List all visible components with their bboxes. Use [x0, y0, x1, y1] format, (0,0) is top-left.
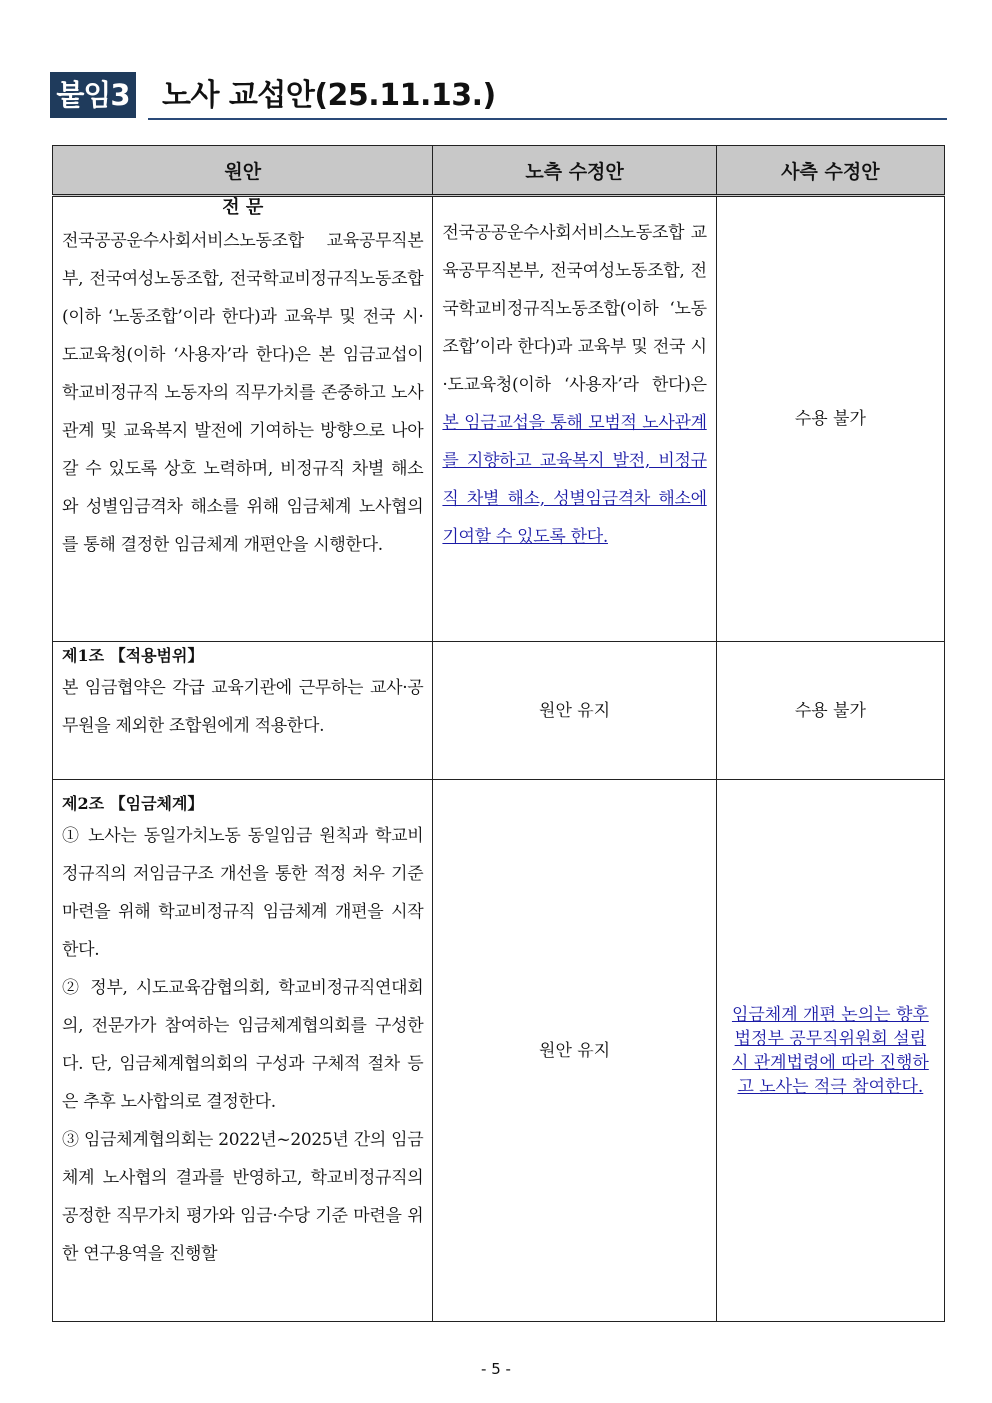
table-row-preamble	[53, 196, 945, 642]
table-header-row	[53, 146, 945, 196]
column-header-employer: 사측 수정안	[716, 146, 944, 196]
column-header-union: 노측 수정안	[433, 146, 716, 196]
cell-original-preamble	[53, 196, 433, 642]
cell-original-article-1	[53, 642, 433, 780]
article-2-paragraph-1: ① 노사는 동일가치노동 동일임금 원칙과 학교비정규직의 저임금구조 개선을 통한 적정 처우 기준 마련을 위해 학교비정규직 임금체계 개편을 시작한다.	[62, 826, 424, 960]
union-text-unchanged: 전국공공운수사회서비스노동조합 교육공무직본부, 전국여성노동조합, 전국학교비정규직노동조합(이하 ‘노동조합’이라 한다)과 교육부 및 전국 시·도교육청(이하 ‘사용자’라 한다)은	[442, 223, 707, 395]
cell-original-article-2	[53, 780, 433, 1322]
negotiation-table	[52, 145, 945, 1322]
union-text-amendment: 본 임금교섭을 통해 모범적 노사관계를 지향하고 교육복지 발전, 비정규직 차별 해소, 성별임금격차 해소에 기여할 수 있도록 한다.	[442, 413, 707, 547]
table-row-article-1	[53, 642, 945, 780]
cell-employer-preamble: 수용 불가	[716, 196, 944, 642]
cell-employer-article-1: 수용 불가	[716, 642, 944, 780]
table-row-article-2	[53, 780, 945, 1322]
article-2-paragraph-3: ③ 임금체계협의회는 2022년~2025년 간의 임금체계 노사협의 결과를 반영하고, 학교비정규직의 공정한 직무가치 평가와 임금·수당 기준 마련을 위한 연구용역을 진행할	[62, 1130, 424, 1264]
cell-employer-article-2	[716, 780, 944, 1322]
attachment-tag: 붙임3	[50, 72, 136, 118]
preamble-original-text: 전국공공운수사회서비스노동조합 교육공무직본부, 전국여성노동조합, 전국학교비정규직노동조합(이하 ‘노동조합’이라 한다)과 교육부 및 전국 시·도교육청(이하 ‘사용자’라 한다)은 본 임금교섭이 학교비정규직 노동자의 직무가치를 존중하고 노사관계 및 교육복지 발전에 기여하는 방향으로 나아갈 수 있도록 상호 노력하며, 비정규직 차별 해소와 성별임금격차 해소를 위해 임금체계 노사협의를 통해 결정한 임금체계 개편안을 시행한다.	[62, 231, 424, 555]
page-number: - 5 -	[481, 1360, 511, 1378]
document-header	[50, 72, 947, 120]
employer-amendment-text: 임금체계 개편 논의는 향후 법정부 공무직위원회 설립 시 관계법령에 따라 진행하고 노사는 적극 참여한다.	[731, 1004, 929, 1097]
article-2-paragraph-2: ② 정부, 시도교육감협의회, 학교비정규직연대회의, 전문가가 참여하는 임금체계협의회를 구성한다. 단, 임금체계협의회의 구성과 구체적 절차 등은 추후 노사합의로 결정한다.	[62, 978, 424, 1112]
article-2-original-text	[54, 817, 431, 1273]
column-header-original: 원안	[53, 146, 433, 196]
article-2-heading: 제2조 【임금체계】	[62, 794, 204, 813]
cell-union-article-1: 원안 유지	[433, 642, 716, 780]
article-1-original-text: 본 임금협약은 각급 교육기관에 근무하는 교사·공무원을 제외한 조합원에게 적용한다.	[62, 678, 424, 736]
cell-union-preamble	[433, 196, 716, 642]
title-underline	[148, 118, 947, 120]
preamble-heading: 전 문	[222, 197, 264, 218]
page-title: 노사 교섭안(25.11.13.)	[162, 78, 496, 113]
cell-union-article-2: 원안 유지	[433, 780, 716, 1322]
article-1-heading: 제1조 【적용범위】	[62, 646, 204, 665]
preamble-union-text	[434, 214, 714, 556]
